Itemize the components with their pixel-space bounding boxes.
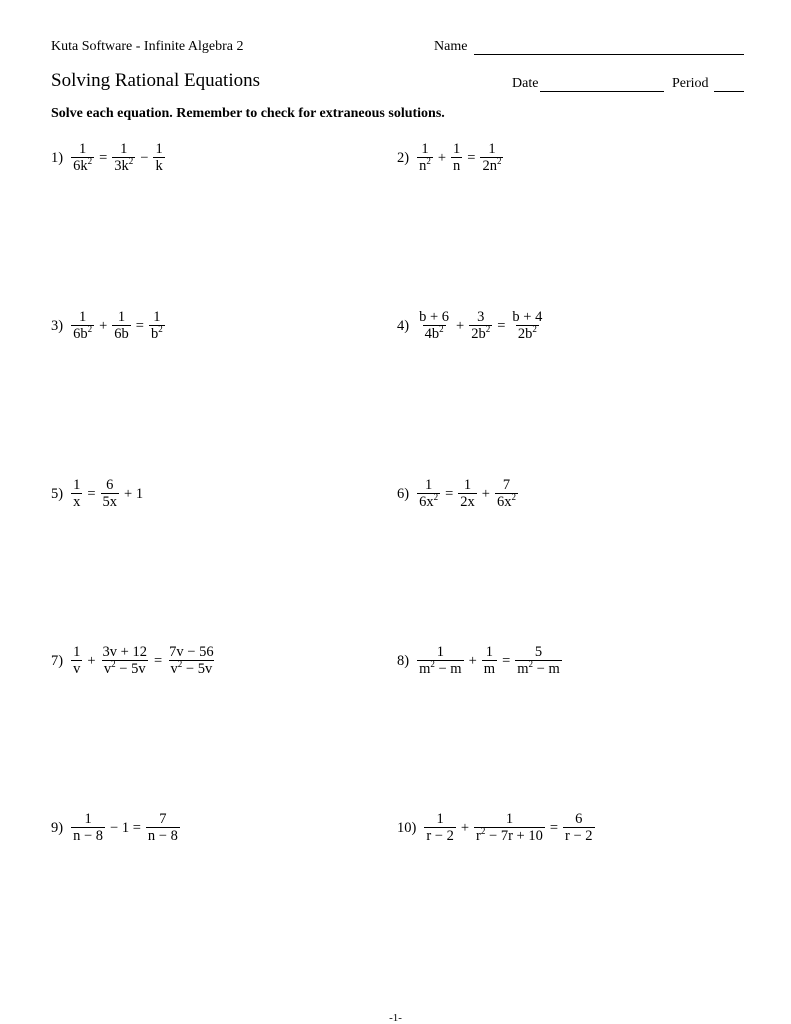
numerator: 1 [84, 811, 92, 827]
operator: = [99, 150, 108, 166]
denominator-base: m [517, 661, 529, 677]
numerator: 1 [78, 141, 87, 157]
denominator-base: 6x [496, 494, 512, 510]
exponent: 2 [128, 156, 134, 167]
fraction [110, 142, 137, 175]
denominator-base: n [419, 158, 427, 174]
equation [415, 478, 520, 511]
problem-9 [51, 812, 182, 845]
denominator-base: 6k [73, 158, 88, 174]
denominator [474, 827, 545, 845]
problem-3 [51, 310, 167, 343]
problem-number: 6) [397, 486, 410, 502]
denominator [71, 493, 82, 511]
numerator: 1 [78, 309, 87, 325]
problem-number: 3) [51, 318, 64, 334]
fraction [480, 645, 499, 678]
problem-number: 2) [397, 150, 410, 166]
denominator [146, 827, 180, 845]
operator: + 1 [124, 486, 144, 502]
denominator-base: x [73, 494, 81, 510]
denominator [112, 325, 131, 343]
denominator [149, 325, 165, 343]
exponent: 2 [511, 492, 516, 503]
exponent: 2 [433, 492, 439, 503]
page-number: -1- [389, 1012, 402, 1024]
exponent: 2 [426, 156, 431, 167]
fraction [144, 812, 182, 845]
equation [69, 310, 167, 343]
fraction [513, 645, 564, 678]
denominator-base: m [483, 661, 496, 677]
numerator: 1 [436, 811, 444, 827]
denominator-base: 6x [419, 494, 434, 510]
operator: = [497, 318, 506, 334]
numerator: 7 [159, 811, 167, 827]
denominator [112, 157, 135, 175]
date-field-line[interactable] [540, 91, 664, 92]
fraction [478, 142, 505, 175]
fraction [147, 310, 167, 343]
fraction [508, 310, 546, 343]
numerator: 1 [155, 141, 163, 157]
instructions: Solve each equation. Remember to check for extraneous solutions. [51, 106, 445, 121]
exponent: 2 [111, 659, 116, 670]
exponent: 2 [439, 324, 444, 335]
problem-number: 8) [397, 653, 410, 669]
exponent: 2 [177, 659, 183, 670]
denominator [71, 157, 94, 175]
denominator-base: k [155, 158, 163, 174]
denominator-base: 2n [482, 158, 497, 174]
problem-5 [51, 478, 146, 511]
denominator-tail: − 7r + 10 [485, 828, 543, 844]
denominator-base: n [453, 158, 461, 174]
problem-number: 7) [51, 653, 64, 669]
denominator-base: r − 2 [565, 828, 593, 844]
operator: = [549, 820, 559, 836]
numerator: b + 4 [512, 309, 543, 325]
operator: + [460, 820, 470, 836]
numerator: 1 [436, 644, 444, 660]
exponent: 2 [87, 156, 93, 167]
denominator-tail: − 5v [182, 661, 213, 677]
exponent: 2 [430, 659, 435, 670]
operator: = [467, 150, 476, 166]
fraction [415, 310, 453, 343]
exponent: 2 [480, 826, 486, 837]
fraction [449, 142, 464, 175]
denominator [153, 157, 164, 175]
numerator: 1 [485, 644, 494, 660]
numerator: 1 [463, 477, 472, 493]
publisher-line: Kuta Software - Infinite Algebra 2 [51, 39, 244, 54]
fraction [151, 142, 166, 175]
fraction [456, 478, 479, 511]
denominator-tail: − 5v [115, 661, 146, 677]
problem-7 [51, 645, 218, 678]
operator: = [87, 486, 96, 502]
denominator-base: m [419, 661, 431, 677]
numerator: 1 [424, 477, 433, 493]
fraction [165, 645, 217, 678]
problem-number: 9) [51, 820, 64, 836]
denominator [102, 660, 148, 678]
operator: − 1 = [110, 820, 141, 836]
denominator [516, 325, 539, 343]
problem-number: 4) [397, 318, 410, 334]
fraction [561, 812, 597, 845]
fraction [467, 310, 494, 343]
equation [69, 142, 167, 175]
denominator-base: v [103, 661, 112, 677]
problem-6 [397, 478, 520, 511]
operator: + [481, 486, 490, 502]
denominator-base: r − 2 [426, 828, 454, 844]
fraction [69, 812, 107, 845]
numerator: 1 [117, 309, 126, 325]
denominator [482, 660, 497, 678]
equation [415, 645, 564, 678]
exponent: 2 [87, 324, 93, 335]
equation [415, 142, 505, 175]
numerator: 1 [73, 644, 81, 660]
operator: + [456, 318, 465, 334]
equation [422, 812, 596, 845]
fraction [415, 645, 466, 678]
fraction [69, 645, 84, 678]
problem-number: 5) [51, 486, 64, 502]
denominator-base: 2x [460, 494, 475, 510]
denominator [423, 325, 446, 343]
operator: + [87, 653, 96, 669]
denominator [480, 157, 503, 175]
problem-2 [397, 142, 505, 175]
denominator [424, 827, 456, 845]
problem-number: 10) [397, 820, 417, 836]
numerator: 6 [106, 477, 114, 493]
denominator [458, 493, 477, 511]
exponent: 2 [496, 156, 502, 167]
denominator-base: n − 8 [73, 828, 104, 844]
denominator [563, 827, 595, 845]
fraction [415, 478, 442, 511]
operator: = [135, 318, 144, 334]
denominator-base: 6b [73, 326, 88, 342]
denominator [169, 660, 215, 678]
numerator: 3v + 12 [102, 644, 147, 660]
fraction [99, 645, 151, 678]
denominator-base: 4b [424, 326, 440, 342]
denominator-tail: − m [533, 661, 560, 677]
period-field-line[interactable] [714, 91, 744, 92]
denominator-tail: − m [434, 661, 462, 677]
fraction [99, 478, 122, 511]
name-field-line[interactable] [474, 54, 744, 55]
numerator: 1 [153, 309, 161, 325]
denominator [469, 325, 492, 343]
fraction [69, 478, 84, 511]
exponent: 2 [485, 324, 491, 335]
operator: = [445, 486, 454, 502]
equation [69, 478, 146, 511]
operator: + [468, 653, 477, 669]
numerator: 7v − 56 [169, 644, 214, 660]
fraction [422, 812, 458, 845]
denominator-base: n − 8 [147, 828, 178, 844]
exponent: 2 [532, 324, 537, 335]
problem-8 [397, 645, 564, 678]
problem-number: 1) [51, 150, 64, 166]
operator: + [99, 318, 108, 334]
numerator: 1 [421, 141, 429, 157]
denominator-base: 6b [114, 326, 129, 342]
denominator [417, 157, 433, 175]
equation [415, 310, 546, 343]
numerator: 3 [477, 309, 485, 325]
numerator: 6 [575, 811, 583, 827]
denominator [101, 493, 120, 511]
fraction [415, 142, 435, 175]
numerator: 1 [505, 811, 514, 827]
denominator [495, 493, 518, 511]
exponent: 2 [158, 324, 163, 335]
denominator-base: 2b [471, 326, 486, 342]
equation [69, 812, 182, 845]
operator: − [140, 150, 149, 166]
exponent: 2 [528, 659, 534, 670]
denominator-base: v [73, 661, 81, 677]
fraction [472, 812, 547, 845]
numerator: 1 [73, 477, 81, 493]
denominator [71, 827, 105, 845]
numerator: b + 6 [419, 309, 450, 325]
problem-10 [397, 812, 597, 845]
denominator-base: v [170, 661, 178, 677]
denominator-base: 3k [114, 158, 129, 174]
denominator-base: 2b [517, 326, 533, 342]
date-label: Date [512, 76, 539, 91]
operator: = [502, 653, 511, 669]
numerator: 1 [453, 141, 461, 157]
operator: + [437, 150, 447, 166]
denominator [515, 660, 562, 678]
fraction [69, 142, 96, 175]
denominator [71, 660, 82, 678]
denominator-base: r [476, 828, 481, 844]
numerator: 7 [502, 477, 511, 493]
denominator [417, 660, 464, 678]
worksheet-title: Solving Rational Equations [51, 70, 260, 91]
numerator: 1 [120, 141, 128, 157]
numerator: 5 [534, 644, 543, 660]
problem-1 [51, 142, 167, 175]
period-label: Period [672, 76, 709, 91]
denominator-base: b [150, 326, 159, 342]
numerator: 1 [488, 141, 496, 157]
fraction [493, 478, 520, 511]
denominator [451, 157, 462, 175]
denominator-base: 5x [102, 494, 118, 510]
fraction [110, 310, 133, 343]
denominator [417, 493, 440, 511]
problem-4 [397, 310, 546, 343]
equation [69, 645, 218, 678]
name-label: Name [434, 39, 468, 54]
fraction [69, 310, 96, 343]
denominator [71, 325, 94, 343]
operator: = [153, 653, 163, 669]
